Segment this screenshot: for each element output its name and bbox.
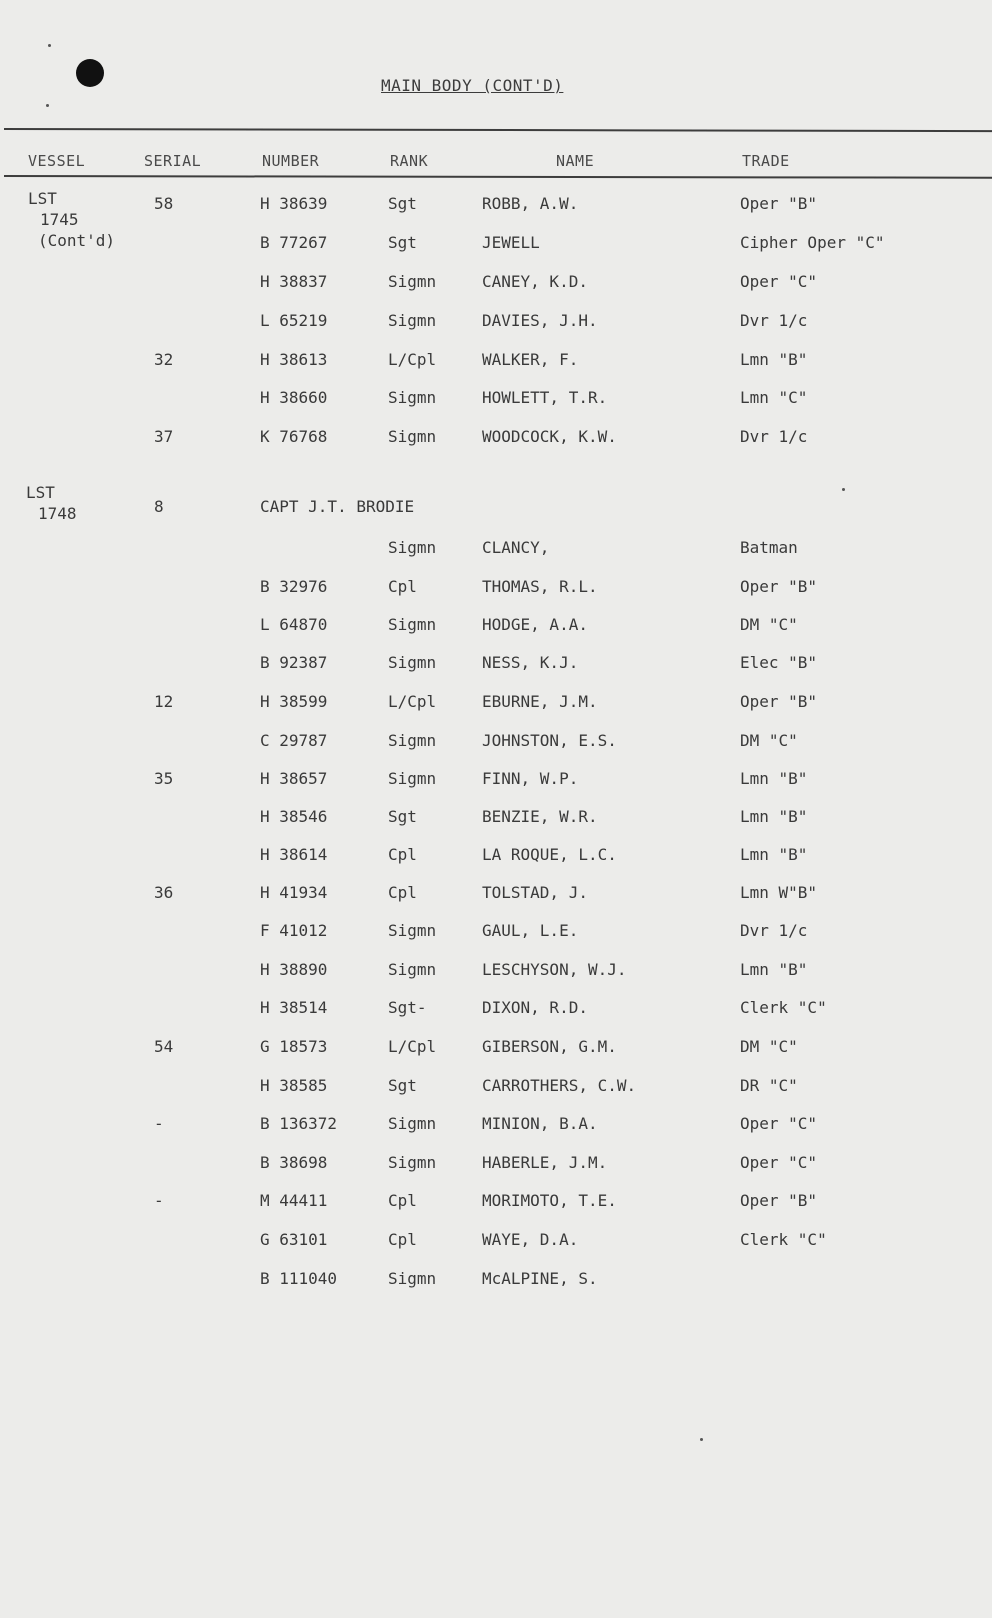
serial-cell: - [154,1191,164,1210]
name-cell: GAUL, L.E. [482,921,579,940]
number-cell: G 63101 [260,1230,328,1249]
trade-cell: Oper "C" [740,1153,818,1172]
name-cell: JEWELL [482,233,540,252]
number-cell: B 92387 [260,653,328,672]
rank-cell: Sigmn [388,388,437,407]
trade-cell: DM "C" [740,615,798,634]
table-row [0,845,992,875]
page-title: MAIN BODY (CONT'D) [381,76,564,95]
rank-cell: Cpl [388,845,417,864]
table-row [0,807,992,837]
trade-cell: DM "C" [740,1037,798,1056]
table-row [0,427,992,457]
trade-cell: Oper "C" [740,1114,818,1133]
table-row [0,1153,992,1183]
rank-cell: Sgt [388,194,417,213]
rank-cell: L/Cpl [388,692,437,711]
serial-cell: 54 [154,1037,174,1056]
speck [48,44,51,47]
number-cell: B 32976 [260,577,328,596]
table-row [0,921,992,951]
rank-cell: Sgt [388,807,417,826]
number-cell: F 41012 [260,921,328,940]
name-cell: FINN, W.P. [482,769,579,788]
name-cell: WALKER, F. [482,350,579,369]
table-row [0,1037,992,1067]
rank-cell: Sigmn [388,1114,437,1133]
table-row [0,1230,992,1260]
rank-cell: Sigmn [388,1269,437,1288]
table-row [0,731,992,761]
table-row [0,653,992,683]
trade-cell: Dvr 1/c [740,427,808,446]
rank-cell: Cpl [388,1191,417,1210]
rank-cell: Cpl [388,883,417,902]
vessel-line: (Cont'd) [38,231,116,250]
serial-cell: 58 [154,194,174,213]
table-row [0,272,992,302]
name-cell: LA ROQUE, L.C. [482,845,617,864]
rank-cell: Sigmn [388,427,437,446]
trade-cell: Lmn "B" [740,769,808,788]
rank-cell: L/Cpl [388,1037,437,1056]
trade-cell: Oper "C" [740,272,818,291]
name-cell: DIXON, R.D. [482,998,588,1017]
number-cell: B 38698 [260,1153,328,1172]
vessel-line: LST [28,189,57,208]
name-cell: HODGE, A.A. [482,615,588,634]
number-cell: B 77267 [260,233,328,252]
table-row [0,350,992,380]
table-row [0,769,992,799]
table-row [0,998,992,1028]
trade-cell: Oper "B" [740,194,818,213]
rank-cell: Sigmn [388,769,437,788]
trade-cell: Oper "B" [740,692,818,711]
number-cell: H 38657 [260,769,328,788]
table-row [0,577,992,607]
name-cell: NESS, K.J. [482,653,579,672]
rank-cell: Cpl [388,1230,417,1249]
serial-cell: 35 [154,769,174,788]
trade-cell: Oper "B" [740,1191,818,1210]
vessel-line: LST [26,483,55,502]
serial-cell: 37 [154,427,174,446]
name-cell: JOHNSTON, E.S. [482,731,617,750]
header-name: NAME [556,152,595,170]
header-number: NUMBER [262,152,320,170]
trade-cell: Dvr 1/c [740,311,808,330]
rank-cell: Sigmn [388,731,437,750]
name-cell: EBURNE, J.M. [482,692,598,711]
number-cell: H 38837 [260,272,328,291]
table-row [0,388,992,418]
trade-cell: DR "C" [740,1076,798,1095]
name-cell: LESCHYSON, W.J. [482,960,627,979]
table-row [0,497,992,527]
number-cell: G 18573 [260,1037,328,1056]
trade-cell: Clerk "C" [740,1230,827,1249]
name-cell: THOMAS, R.L. [482,577,598,596]
serial-cell: 32 [154,350,174,369]
trade-cell: Lmn "B" [740,960,808,979]
trade-cell: Lmn "B" [740,845,808,864]
trade-cell: Elec "B" [740,653,818,672]
rank-cell: Sigmn [388,1153,437,1172]
name-cell: WAYE, D.A. [482,1230,579,1249]
trade-cell: DM "C" [740,731,798,750]
rank-cell: Sigmn [388,960,437,979]
speck [842,488,845,491]
name-cell: HABERLE, J.M. [482,1153,608,1172]
rank-cell: Sigmn [388,311,437,330]
serial-cell: 12 [154,692,174,711]
name-cell: CLANCY, [482,538,550,557]
number-cell: H 38585 [260,1076,328,1095]
name-cell: MINION, B.A. [482,1114,598,1133]
number-cell: M 44411 [260,1191,328,1210]
table-row [0,194,992,224]
header-rule-top [4,128,992,132]
table-row [0,1076,992,1106]
table-row [0,883,992,913]
number-cell: H 41934 [260,883,328,902]
header-rule-bottom [4,175,992,179]
name-cell: ROBB, A.W. [482,194,579,213]
number-cell: L 65219 [260,311,328,330]
name-cell: BENZIE, W.R. [482,807,598,826]
trade-cell: Batman [740,538,798,557]
header-vessel: VESSEL [28,152,86,170]
number-cell: B 111040 [260,1269,338,1288]
number-cell: H 38614 [260,845,328,864]
rank-cell: Sigmn [388,615,437,634]
name-cell: McALPINE, S. [482,1269,598,1288]
table-row [0,1114,992,1144]
number-cell: H 38599 [260,692,328,711]
vessel-line: 1748 [38,504,77,523]
rank-cell: Sgt [388,233,417,252]
table-row [0,1269,992,1299]
serial-cell: 36 [154,883,174,902]
trade-cell: Clerk "C" [740,998,827,1017]
rank-cell: L/Cpl [388,350,437,369]
trade-cell: Dvr 1/c [740,921,808,940]
number-cell: H 38546 [260,807,328,826]
number-cell: B 136372 [260,1114,338,1133]
name-cell: CARROTHERS, C.W. [482,1076,637,1095]
serial-cell: 8 [154,497,164,516]
number-cell: H 38660 [260,388,328,407]
rank-cell: Sgt- [388,998,427,1017]
name-cell: CANEY, K.D. [482,272,588,291]
name-cell: DAVIES, J.H. [482,311,598,330]
serial-cell: - [154,1114,164,1133]
name-cell: MORIMOTO, T.E. [482,1191,617,1210]
speck [700,1438,703,1441]
table-row [0,615,992,645]
rank-cell: Sigmn [388,921,437,940]
name-cell: WOODCOCK, K.W. [482,427,617,446]
name-cell: TOLSTAD, J. [482,883,588,902]
rank-cell: Sigmn [388,653,437,672]
table-row [0,311,992,341]
number-cell: K 76768 [260,427,328,446]
number-cell: H 38514 [260,998,328,1017]
trade-cell: Lmn "B" [740,350,808,369]
number-cell: H 38613 [260,350,328,369]
header-rank: RANK [390,152,429,170]
trade-cell: Cipher Oper "C" [740,233,885,252]
number-cell: H 38639 [260,194,328,213]
table-row [0,538,992,568]
number-cell: CAPT J.T. BRODIE [260,497,415,516]
name-cell: GIBERSON, G.M. [482,1037,617,1056]
vessel-line: 1745 [40,210,79,229]
table-row [0,1191,992,1221]
punch-hole [76,59,104,87]
rank-cell: Sigmn [388,272,437,291]
number-cell: C 29787 [260,731,328,750]
trade-cell: Oper "B" [740,577,818,596]
rank-cell: Sgt [388,1076,417,1095]
header-trade: TRADE [742,152,790,170]
number-cell: H 38890 [260,960,328,979]
trade-cell: Lmn W"B" [740,883,818,902]
name-cell: HOWLETT, T.R. [482,388,608,407]
rank-cell: Cpl [388,577,417,596]
table-row [0,960,992,990]
rank-cell: Sigmn [388,538,437,557]
number-cell: L 64870 [260,615,328,634]
speck [46,104,49,107]
header-serial: SERIAL [144,152,202,170]
trade-cell: Lmn "B" [740,807,808,826]
table-row [0,692,992,722]
trade-cell: Lmn "C" [740,388,808,407]
table-row [0,233,992,263]
